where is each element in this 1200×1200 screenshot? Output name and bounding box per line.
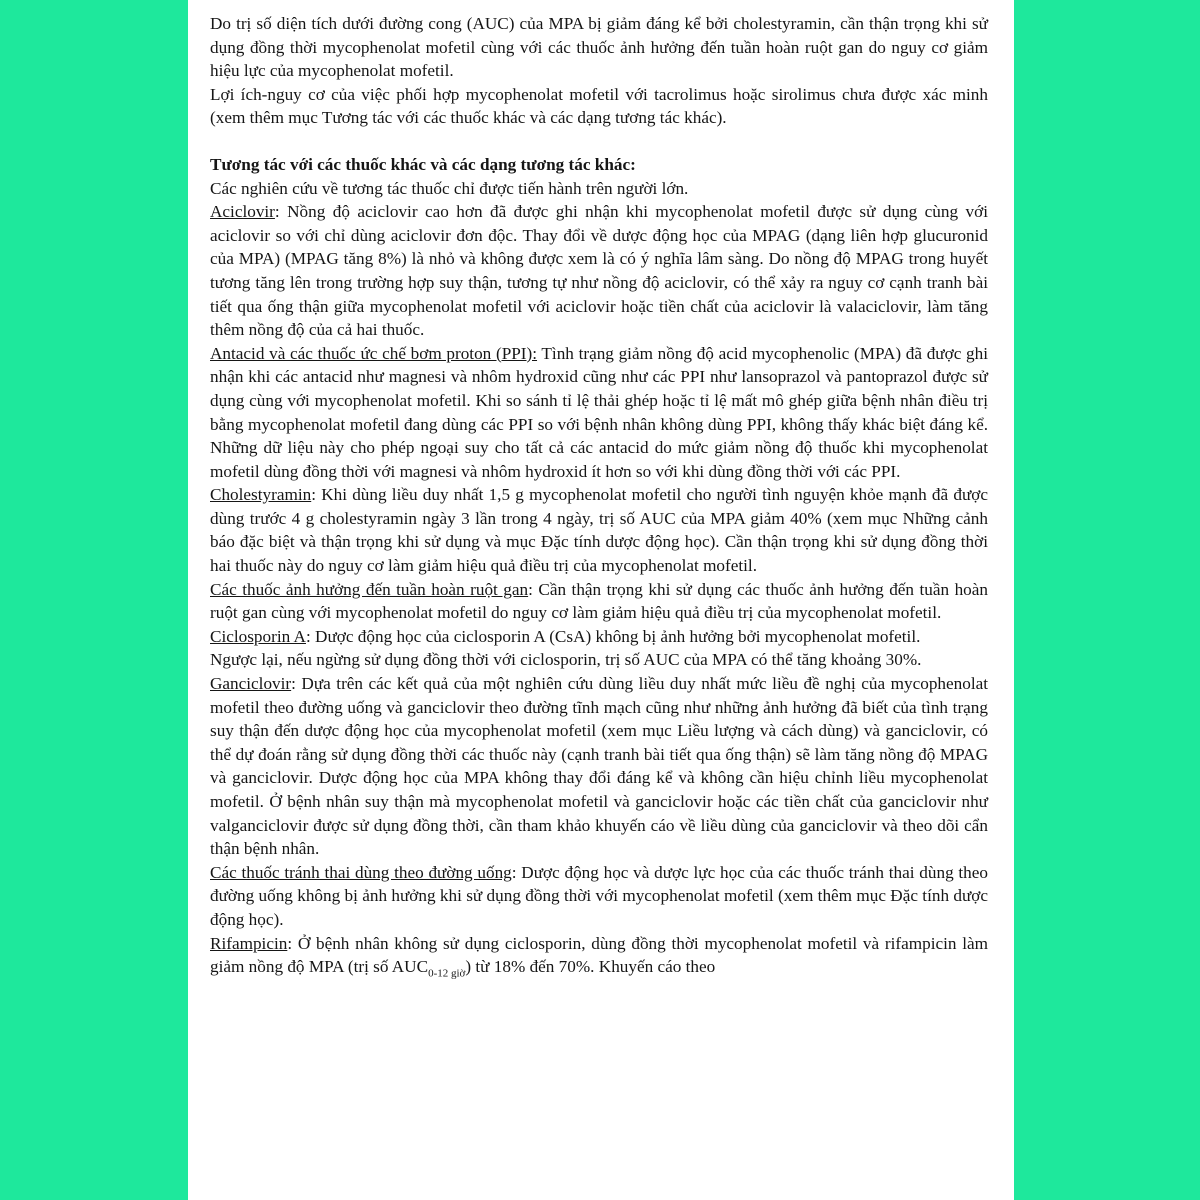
entry-text: : Dược động học của ciclosporin A (CsA) không bị ảnh hưởng bởi mycophenolat mofetil. bbox=[305, 626, 921, 646]
entry-text-continued: ) từ 18% đến 70%. Khuyến cáo theo bbox=[465, 957, 716, 977]
entry-text: Tình trạng giảm nồng độ acid mycophenolic (MPA) đã được ghi nhận khi các antacid như magnesi và nhôm hydroxid cũng như các PPI như lansoprazol và pantoprazol được sử dụng cùng với mycophenolat mofetil. Khi so sánh tỉ lệ thải ghép hoặc tỉ lệ mất mô ghép giữa bệnh nhân điều trị bằng mycophenolat mofetil đang dùng các PPI so với bệnh nhân không dùng PPI, không thấy khác biệt đáng kể. Những dữ liệu này cho phép ngoại suy cho tất cả các antacid do mức giảm nồng độ thuốc khi mycophenolat mofetil dùng đồng thời với magnesi và nhôm hydroxid ít hơn so với khi dùng đồng thời với các PPI. bbox=[210, 343, 988, 481]
entry-term: Cholestyramin bbox=[210, 485, 312, 505]
entry-oral-contraceptives bbox=[210, 861, 988, 932]
entry-aciclovir bbox=[210, 200, 988, 342]
entry-text: Ngược lại, nếu ngừng sử dụng đồng thời với ciclosporin, trị số AUC của MPA có thể tăng khoảng 30%. bbox=[210, 650, 922, 670]
entry-term: Các thuốc ảnh hưởng đến tuần hoàn ruột gan bbox=[210, 579, 529, 599]
entry-antacid-ppi bbox=[210, 342, 988, 484]
entry-text: : Nồng độ aciclovir cao hơn đã được ghi nhận khi mycophenolat mofetil được sử dụng cùng với aciclovir so với chỉ dùng aciclovir đơn độc. Thay đổi về dược động học của MPAG (dạng liên hợp glucuronid của MPA) (MPAG tăng 8%) là nhỏ và không được xem là có ý nghĩa lâm sàng. Do nồng độ MPAG trong huyết tương tăng lên trong trường hợp suy thận, tương tự như nồng độ aciclovir, có thể xảy ra nguy cơ cạnh tranh bài tiết qua ống thận giữa mycophenolat mofetil với aciclovir hoặc tiền chất của aciclovir là valaciclovir, làm tăng thêm nồng độ của cả hai thuốc. bbox=[210, 202, 988, 340]
entry-ciclosporin-note bbox=[210, 648, 988, 672]
entry-term: Ciclosporin A bbox=[210, 626, 306, 646]
entry-cholestyramin bbox=[210, 483, 988, 577]
section-heading: Tương tác với các thuốc khác và các dạng tương tác khác: bbox=[210, 154, 636, 174]
intro-paragraph-1: Do trị số diện tích dưới đường cong (AUC) của MPA bị giảm đáng kể bởi cholestyramin, cần thận trọng khi sử dụng đồng thời mycophenolat mofetil cùng với các thuốc ảnh hưởng đến tuần hoàn ruột gan do nguy cơ giảm hiệu lực của mycophenolat mofetil. bbox=[210, 14, 988, 81]
entry-enterohepatic bbox=[210, 578, 988, 625]
document-page bbox=[188, 0, 1014, 1200]
entry-term: Antacid và các thuốc ức chế bơm proton (PPI): bbox=[210, 343, 538, 363]
intro-paragraph-2: Lợi ích-nguy cơ của việc phối hợp mycophenolat mofetil với tacrolimus hoặc sirolimus chưa được xác minh (xem thêm mục Tương tác với các thuốc khác và các dạng tương tác khác). bbox=[210, 84, 988, 128]
entry-term: Ganciclovir bbox=[210, 674, 292, 694]
entry-text: : Cần thận trọng khi sử dụng các thuốc ảnh hưởng đến tuần hoàn ruột gan cùng với mycophenolat mofetil do nguy cơ làm giảm hiệu quả điều trị của mycophenolat mofetil. bbox=[210, 579, 988, 623]
section-intro: Các nghiên cứu về tương tác thuốc chỉ được tiến hành trên người lớn. bbox=[210, 178, 689, 198]
entry-text: : Dược động học và dược lực học của các thuốc tránh thai dùng theo đường uống không bị ảnh hưởng khi sử dụng đồng thời với mycophenolat mofetil (xem thêm mục Đặc tính dược động học). bbox=[210, 862, 988, 929]
entry-term: Rifampicin bbox=[210, 933, 288, 953]
entry-term: Các thuốc tránh thai dùng theo đường uống bbox=[210, 862, 512, 882]
paragraph-gap bbox=[210, 130, 988, 153]
entry-rifampicin bbox=[210, 932, 988, 979]
entry-ciclosporin bbox=[210, 625, 988, 649]
entry-text: : Dựa trên các kết quả của một nghiên cứu dùng liều duy nhất mức liều đề nghị của mycophenolat mofetil theo đường uống và ganciclovir theo đường tĩnh mạch cũng như những ảnh hưởng đã biết của tình trạng suy thận đến dược động học của mycophenolat mofetil (xem mục Liều lượng và cách dùng) và ganciclovir, có thể dự đoán rằng sử dụng đồng thời các thuốc này (cạnh tranh bài tiết qua ống thận) sẽ làm tăng nồng độ MPAG và ganciclovir. Dược động học của MPA không thay đổi đáng kể và không cần hiệu chỉnh liều mycophenolat mofetil. Ở bệnh nhân suy thận mà mycophenolat mofetil và ganciclovir hoặc các tiền chất của ganciclovir như valganciclovir được sử dụng đồng thời, cần tham khảo khuyến cáo về liều dùng của ganciclovir và theo dõi cẩn thận bệnh nhân. bbox=[210, 674, 988, 859]
entry-text: : Ở bệnh nhân không sử dụng ciclosporin, dùng đồng thời mycophenolat mofetil và rifampicin làm giảm nồng độ MPA (trị số AUC bbox=[210, 933, 988, 977]
entry-ganciclovir bbox=[210, 672, 988, 861]
entry-term: Aciclovir bbox=[210, 202, 275, 222]
auc-subscript: 0-12 giờ bbox=[428, 967, 466, 980]
entry-text: : Khi dùng liều duy nhất 1,5 g mycophenolat mofetil cho người tình nguyện khỏe mạnh đã được dùng trước 4 g cholestyramin ngày 3 lần trong 4 ngày, trị số AUC của MPA giảm 40% (xem mục Những cảnh báo đặc biệt và thận trọng khi sử dụng và mục Đặc tính dược động học). Cần thận trọng khi sử dụng đồng thời hai thuốc này do nguy cơ làm giảm hiệu quả điều trị của mycophenolat mofetil. bbox=[210, 485, 988, 576]
